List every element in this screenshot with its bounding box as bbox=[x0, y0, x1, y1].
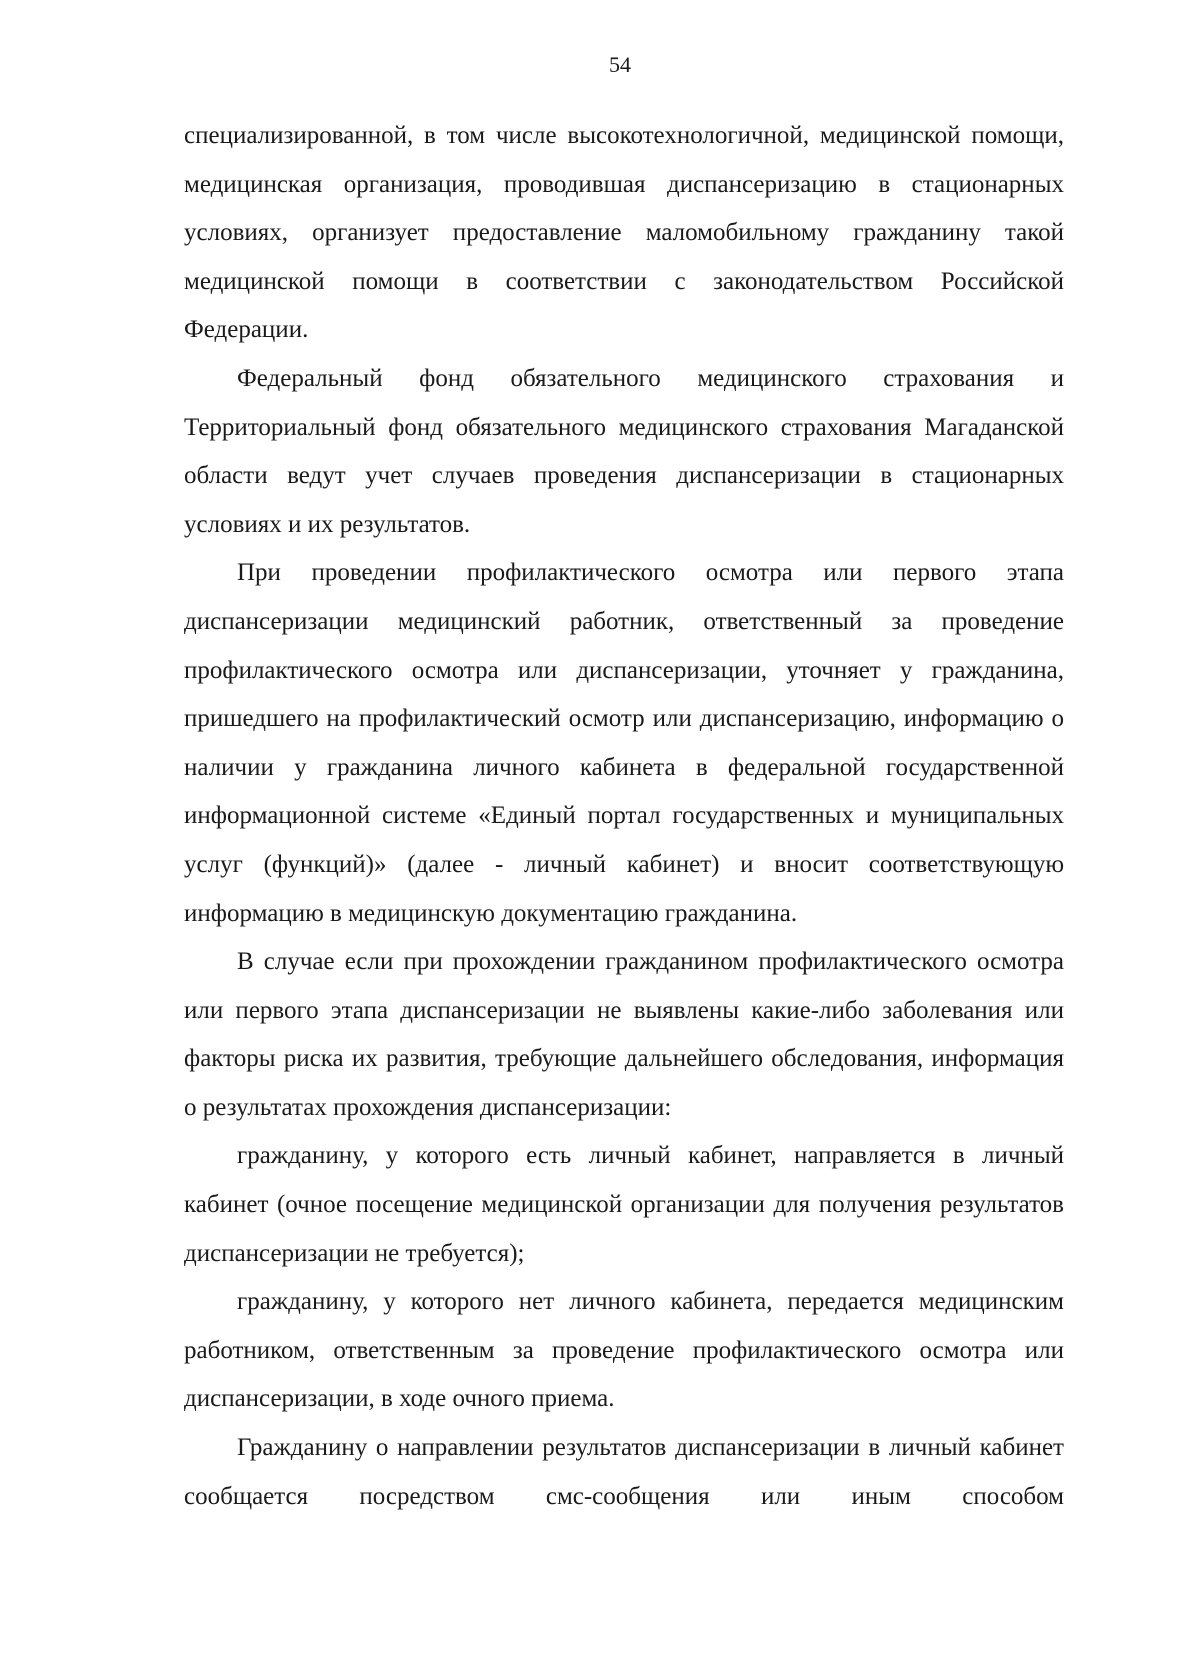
paragraph-notification: Гражданину о направлении результатов диспансеризации в личный кабинет сообщается посредством смс-сообщения или иным способом bbox=[184, 1434, 1064, 1510]
paragraph-without-account: гражданину, у которого нет личного кабинета, передается медицинским работником, ответственным за проведение профилактического осмотра или диспансеризации, в ходе очного приема. bbox=[184, 1288, 1064, 1413]
document-body bbox=[184, 112, 1064, 1521]
paragraph-ffoms: Федеральный фонд обязательного медицинского страхования и Территориальный фонд обязательного медицинского страхования Магаданской области ведут учет случаев проведения диспансеризации в стационарных условиях и их результатов. bbox=[184, 364, 1064, 538]
paragraph-continuation: специализированной, в том числе высокотехнологичной, медицинской помощи, медицинская организация, проводившая диспансеризацию в стационарных условиях, организует предоставление маломобильному гражданину такой медицинской помощи в соответствии с законодательством Российской Федерации. bbox=[184, 122, 1064, 344]
paragraph-with-account: гражданину, у которого есть личный кабинет, направляется в личный кабинет (очное посещение медицинской организации для получения результатов диспансеризации не требуется); bbox=[184, 1142, 1064, 1267]
page-number: 54 bbox=[609, 52, 631, 77]
paragraph-no-risk-factors: В случае если при прохождении гражданином профилактического осмотра или первого этапа диспансеризации не выявлены какие-либо заболевания или факторы риска их развития, требующие дальнейшего обследования, информация о результатах прохождения диспансеризации: bbox=[184, 948, 1064, 1121]
paragraph-personal-account: При проведении профилактического осмотра или первого этапа диспансеризации медицинский работник, ответственный за проведение профилактического осмотра или диспансеризации, уточняет у гражданина, пришедшего на профилактический осмотр или диспансеризацию, информацию о наличии у гражданина личного кабинета в федеральной государственной информационной системе «Единый портал государственных и муниципальных услуг (функций)» (далее - личный кабинет) и вносит соответствующую информацию в медицинскую документацию гражданина. bbox=[184, 559, 1064, 927]
